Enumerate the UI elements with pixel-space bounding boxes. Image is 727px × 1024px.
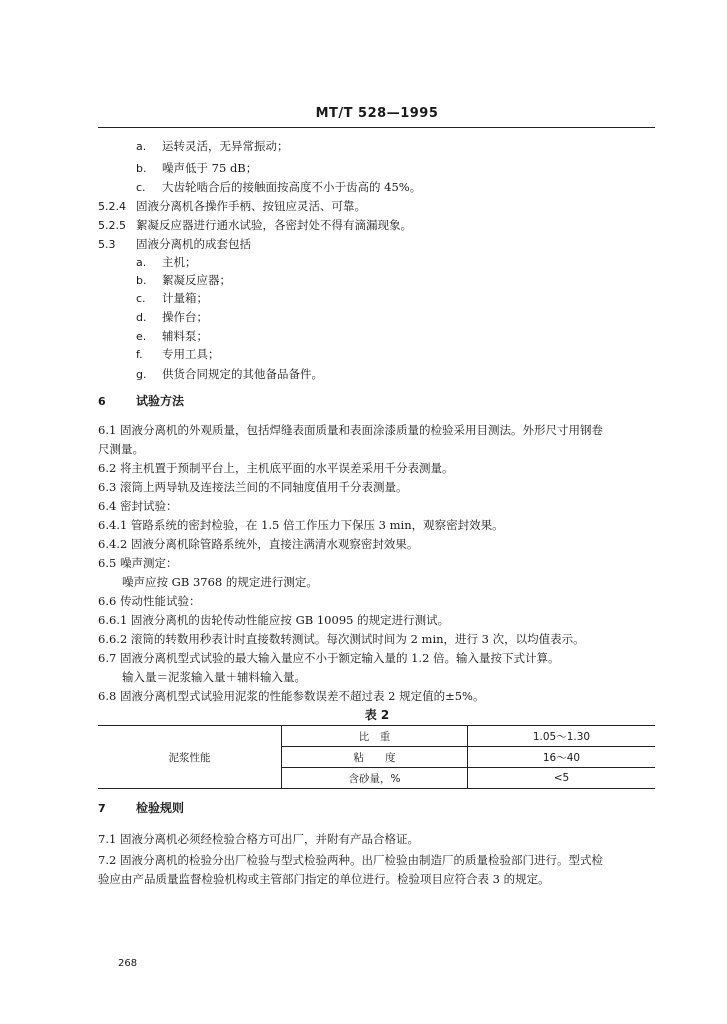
clause-6-6-2: 6.6.2 滚筒的转数用秒表计时直接数转测试。每次测试时间为 2 min，进行 3 次，以均值表示。	[98, 632, 585, 646]
list-item	[98, 347, 220, 362]
clause-6-2: 6.2 将主机置于预制平台上，主机底平面的水平误差采用千分表测量。	[98, 461, 454, 475]
page-number: 268	[118, 958, 138, 969]
clause-5-2-5: 5.2.5 絮凝反应器进行通水试验，各密封处不得有滴漏现象。	[98, 218, 412, 232]
section-7-heading: 7 检验规则	[98, 801, 185, 815]
list-item	[98, 139, 289, 154]
clause-6-4-2: 6.4.2 固液分离机除管路系统外，直接注满清水观察密封效果。	[98, 537, 419, 551]
list-item	[98, 291, 208, 306]
item-text: 絮凝反应器；	[162, 273, 231, 287]
group-label-cell: 泥浆性能	[98, 726, 282, 789]
clause-6-6-1: 6.6.1 固液分离机的齿轮传动性能应按 GB 10095 的规定进行测试。	[98, 613, 450, 627]
list-item	[98, 310, 208, 325]
item-text: 主机；	[162, 255, 197, 269]
param-cell: 粘 度	[282, 747, 468, 768]
table-row	[98, 726, 655, 747]
value-cell: 16～40	[468, 747, 656, 768]
item-text: 计量箱；	[162, 291, 208, 305]
list-item	[98, 161, 257, 176]
clause-6-1-line1: 6.1 固液分离机的外观质量，包括焊缝表面质量和表面涂漆质量的检验采用目测法。外形尺寸用钢卷	[98, 423, 603, 437]
clause-6-4: 6.4 密封试验：	[98, 499, 178, 513]
item-marker: a.	[136, 256, 147, 269]
item-text: 大齿轮啮合后的接触面按高度不小于齿高的 45%。	[162, 180, 422, 194]
clause-6-5-body: 噪声应按 GB 3768 的规定进行测定。	[122, 575, 318, 589]
item-marker: f.	[136, 348, 143, 361]
item-text: 运转灵活，无异常振动；	[162, 139, 289, 153]
slurry-properties-table	[98, 725, 655, 789]
param-cell: 比 重	[282, 726, 468, 747]
item-marker: a.	[136, 140, 147, 153]
param-cell: 含砂量，%	[282, 768, 468, 789]
item-text: 专用工具；	[162, 347, 220, 361]
clause-7-2-line1: 7.2 固液分离机的检验分出厂检验与型式检验两种。出厂检验由制造厂的质量检验部门进行。型式检	[98, 853, 603, 867]
item-marker: g.	[136, 368, 147, 381]
table-caption: 表 2	[364, 708, 390, 722]
clause-6-7: 6.7 固液分离机型式试验的最大输入量应不小于额定输入量的 1.2 倍。输入量按下式计算。	[98, 651, 560, 665]
section-6-heading: 6 试验方法	[98, 394, 185, 408]
clause-7-1: 7.1 固液分离机必须经检验合格方可出厂，并附有产品合格证。	[98, 832, 419, 846]
list-item	[98, 255, 197, 270]
list-item	[98, 329, 208, 344]
clause-7-2-line2: 验应由产品质量监督检验机构或主管部门指定的单位进行。检验项目应符合表 3 的规定。	[98, 872, 550, 886]
item-text: 操作台；	[162, 310, 208, 324]
header-rule	[98, 127, 655, 128]
clause-5-3: 5.3 固液分离机的成套包括	[98, 237, 251, 251]
clause-6-4-1: 6.4.1 管路系统的密封检验，在 1.5 倍工作压力下保压 3 min，观察密封效果。	[98, 518, 504, 532]
clause-6-8: 6.8 固液分离机型式试验用泥浆的性能参数误差不超过表 2 规定值的±5%。	[98, 689, 485, 703]
value-cell: <5	[468, 768, 656, 789]
clause-6-5: 6.5 噪声测定：	[98, 556, 178, 570]
clause-6-3: 6.3 滚筒上两导轨及连接法兰间的不同轴度值用千分表测量。	[98, 480, 408, 494]
item-marker: b.	[136, 162, 147, 175]
clause-6-6: 6.6 传动性能试验：	[98, 594, 201, 608]
item-text: 噪声低于 75 dB；	[162, 161, 258, 175]
clause-6-1-line2: 尺测量。	[98, 442, 144, 456]
standard-number-header: MT/T 528—1995	[315, 106, 439, 121]
list-item	[98, 367, 323, 382]
list-item	[98, 273, 231, 288]
value-cell: 1.05～1.30	[468, 726, 656, 747]
item-marker: d.	[136, 311, 147, 324]
input-formula: 输入量＝泥浆输入量＋辅料输入量。	[122, 670, 306, 684]
item-text: 供货合同规定的其他备品备件。	[162, 367, 323, 381]
item-marker: b.	[136, 274, 147, 287]
item-marker: e.	[136, 330, 147, 343]
item-text: 辅料泵；	[162, 329, 208, 343]
clause-5-2-4: 5.2.4 固液分离机各操作手柄、按钮应灵活、可靠。	[98, 199, 366, 213]
list-item	[98, 180, 421, 195]
item-marker: c.	[136, 181, 146, 194]
item-marker: c.	[136, 292, 146, 305]
